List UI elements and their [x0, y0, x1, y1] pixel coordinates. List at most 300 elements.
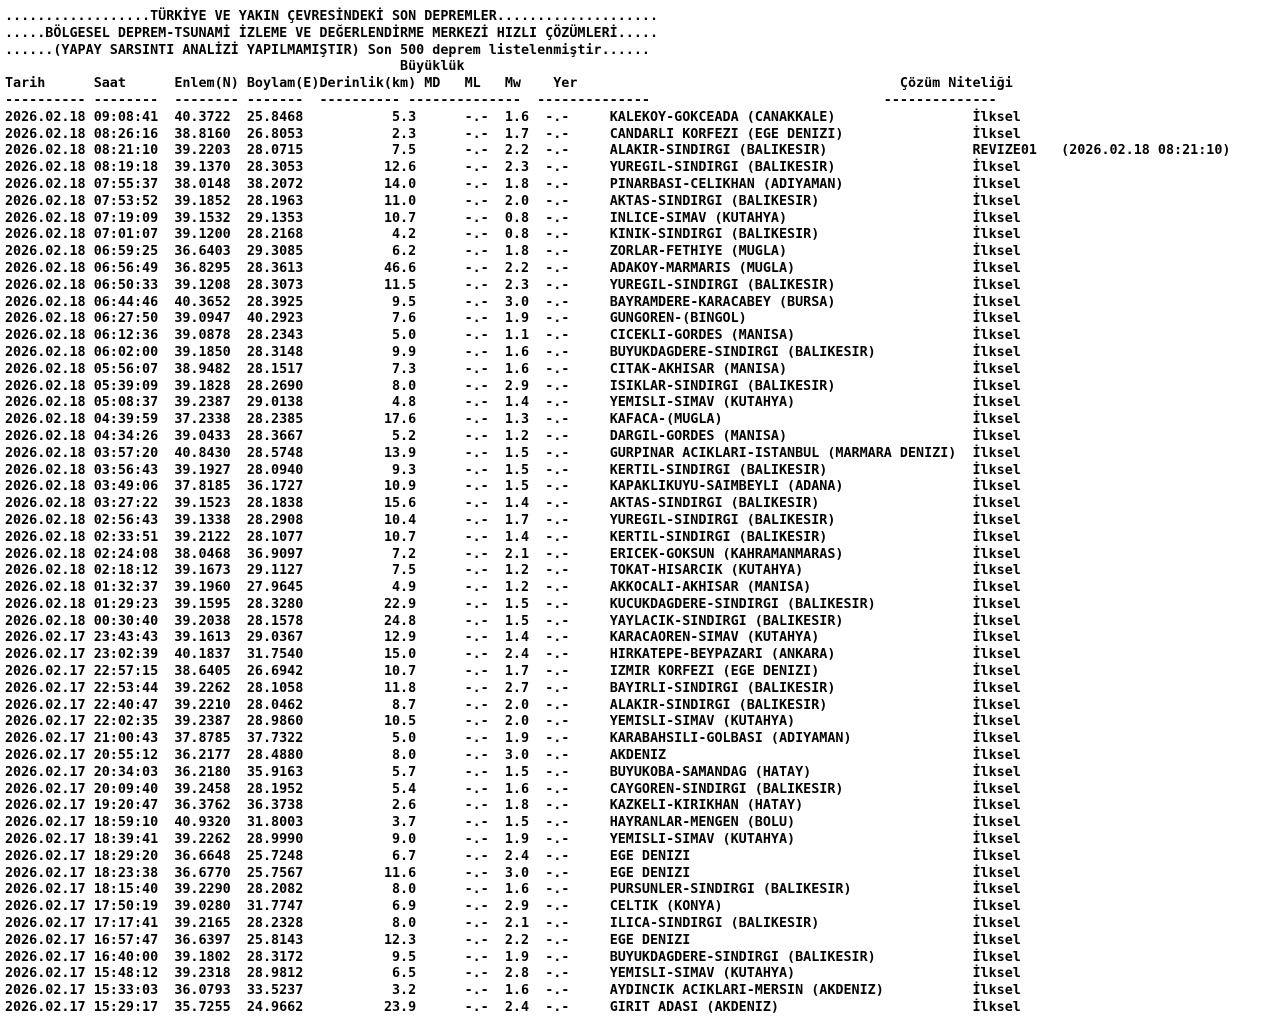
cell-depth: 6.7 [392, 848, 417, 864]
cell-ml: 2.4 [504, 848, 530, 864]
table-row [5, 950, 1021, 965]
cell-location: ILICA-SINDIRGI (BALIKESIR) [609, 916, 820, 932]
table-row [5, 110, 1021, 125]
cell-depth: 10.4 [383, 512, 417, 528]
cell-date: 2026.02.18 [5, 244, 86, 260]
cell-ml: 2.8 [504, 966, 530, 982]
cell-date: 2026.02.17 [5, 815, 86, 831]
table-row [5, 412, 1021, 427]
cell-solution: REVIZE01 (2026.02.18 08:21:10) [972, 143, 1231, 159]
cell-ml: 1.7 [504, 512, 530, 528]
cell-location: HIRKATEPE-BEYPAZARI (ANKARA) [609, 647, 836, 663]
cell-depth: 12.6 [383, 160, 417, 176]
cell-date: 2026.02.18 [5, 210, 86, 226]
cell-depth: 8.0 [392, 748, 417, 764]
cell-date: 2026.02.17 [5, 832, 86, 848]
cell-solution: İlksel [972, 865, 1021, 881]
cell-location: KALEKOY-GOKCEADA (CANAKKALE) [609, 109, 836, 125]
cell-ml: 2.9 [504, 899, 530, 915]
cell-lon: 28.1838 [246, 496, 304, 512]
cell-md: -.- [464, 899, 489, 915]
cell-lon: 37.7322 [246, 731, 304, 747]
cell-depth: 9.3 [392, 462, 417, 478]
cell-depth: 2.6 [392, 798, 417, 814]
cell-lat: 39.1850 [174, 344, 231, 360]
cell-date: 2026.02.18 [5, 462, 86, 478]
cell-location: KUCUKDAGDERE-SINDIRGI (BALIKESIR) [609, 596, 876, 612]
cell-time: 02:33:51 [93, 529, 159, 545]
cell-date: 2026.02.17 [5, 983, 86, 999]
cell-lat: 37.2338 [174, 412, 231, 428]
cell-date: 2026.02.17 [5, 630, 86, 646]
cell-ml: 1.6 [504, 983, 530, 999]
sep-depth: ---------- [319, 92, 401, 108]
cell-date: 2026.02.18 [5, 496, 86, 512]
cell-md: -.- [464, 294, 489, 310]
table-row [5, 143, 1230, 158]
cell-depth: 5.0 [392, 328, 417, 344]
table-row [5, 530, 1021, 545]
cell-ml: 2.0 [504, 697, 530, 713]
cell-lat: 39.2387 [174, 714, 231, 730]
cell-location: TOKAT-HISARCIK (KUTAHYA) [609, 563, 804, 579]
cell-time: 19:20:47 [93, 798, 159, 814]
cell-solution: İlksel [972, 613, 1021, 629]
cell-lon: 28.4880 [246, 748, 304, 764]
cell-md: -.- [464, 462, 489, 478]
cell-location: YEMISLI-SIMAV (KUTAHYA) [609, 714, 796, 730]
cell-mw: -.- [545, 210, 570, 226]
cell-depth: 11.6 [383, 865, 417, 881]
cell-date: 2026.02.18 [5, 378, 86, 394]
cell-solution: İlksel [972, 193, 1021, 209]
cell-date: 2026.02.18 [5, 126, 86, 142]
cell-depth: 3.2 [392, 983, 417, 999]
cell-md: -.- [464, 680, 489, 696]
cell-lon: 29.3085 [246, 244, 304, 260]
cell-date: 2026.02.17 [5, 865, 86, 881]
cell-lon: 38.2072 [246, 176, 304, 192]
cell-mw: -.- [545, 428, 570, 444]
cell-ml: 2.0 [504, 714, 530, 730]
cell-solution: İlksel [972, 210, 1021, 226]
cell-mw: -.- [545, 714, 570, 730]
cell-md: -.- [464, 815, 489, 831]
cell-depth: 5.3 [392, 109, 417, 125]
cell-md: -.- [464, 445, 489, 461]
cell-lat: 39.2262 [174, 680, 231, 696]
sep-time: -------- [93, 92, 159, 108]
cell-md: -.- [464, 647, 489, 663]
table-row [5, 513, 1021, 528]
cell-date: 2026.02.18 [5, 479, 86, 495]
cell-md: -.- [464, 529, 489, 545]
cell-ml: 1.9 [504, 832, 530, 848]
sep-lat: -------- [174, 92, 239, 108]
cell-ml: 2.2 [504, 260, 530, 276]
cell-lat: 39.2038 [174, 613, 231, 629]
cell-depth: 7.5 [392, 563, 417, 579]
cell-solution: İlksel [972, 714, 1021, 730]
cell-solution: İlksel [972, 664, 1021, 680]
cell-solution: İlksel [972, 882, 1021, 898]
cell-location: IZMIR KORFEZI (EGE DENIZI) [609, 664, 820, 680]
cell-solution: İlksel [972, 630, 1021, 646]
cell-lon: 36.9097 [246, 546, 304, 562]
cell-md: -.- [464, 109, 489, 125]
cell-lat: 39.2122 [174, 529, 231, 545]
cell-time: 06:50:33 [93, 277, 159, 293]
table-row [5, 664, 1021, 679]
col-depth: Derinlik(km) [319, 76, 417, 92]
earthquake-listing [5, 9, 1230, 1017]
cell-date: 2026.02.17 [5, 781, 86, 797]
cell-lat: 36.8295 [174, 260, 231, 276]
cell-time: 07:19:09 [93, 210, 159, 226]
cell-time: 20:34:03 [93, 764, 159, 780]
cell-mw: -.- [545, 126, 570, 142]
cell-date: 2026.02.18 [5, 596, 86, 612]
cell-mw: -.- [545, 294, 570, 310]
cell-date: 2026.02.18 [5, 529, 86, 545]
cell-lon: 25.7248 [246, 848, 304, 864]
cell-mw: -.- [545, 815, 570, 831]
header-note: ......(YAPAY SARSINTI ANALİZİ YAPILMAMIŞTIR) Son 500 deprem listelenmiştir...... [5, 42, 650, 58]
cell-lat: 39.2262 [174, 832, 231, 848]
cell-depth: 6.2 [392, 244, 417, 260]
cell-time: 18:23:38 [93, 865, 159, 881]
table-row [5, 395, 1021, 410]
cell-md: -.- [464, 865, 489, 881]
cell-solution: İlksel [972, 126, 1021, 142]
cell-ml: 1.6 [504, 882, 530, 898]
cell-md: -.- [464, 176, 489, 192]
cell-solution: İlksel [972, 311, 1021, 327]
cell-time: 05:39:09 [93, 378, 159, 394]
cell-ml: 2.0 [504, 193, 530, 209]
cell-lat: 39.1208 [174, 277, 231, 293]
cell-date: 2026.02.17 [5, 731, 86, 747]
cell-location: BAYRAMDERE-KARACABEY (BURSA) [609, 294, 836, 310]
cell-time: 08:19:18 [93, 160, 159, 176]
cell-location: GIRIT ADASI (AKDENIZ) [609, 1000, 779, 1016]
col-location: Yer [553, 76, 578, 92]
table-row [5, 211, 1021, 226]
cell-location: EGE DENIZI [609, 865, 691, 881]
cell-time: 01:32:37 [93, 580, 159, 596]
cell-solution: İlksel [972, 563, 1021, 579]
col-ml: ML [464, 76, 481, 92]
cell-time: 06:56:49 [93, 260, 159, 276]
cell-lon: 28.3053 [246, 160, 304, 176]
cell-date: 2026.02.17 [5, 680, 86, 696]
cell-solution: İlksel [972, 848, 1021, 864]
cell-location: GURPINAR ACIKLARI-ISTANBUL (MARMARA DENIZI) [609, 445, 957, 461]
cell-solution: İlksel [972, 798, 1021, 814]
cell-md: -.- [464, 361, 489, 377]
cell-mw: -.- [545, 529, 570, 545]
table-row [5, 446, 1021, 461]
cell-lon: 28.1963 [246, 193, 304, 209]
cell-md: -.- [464, 630, 489, 646]
cell-mw: -.- [545, 647, 570, 663]
cell-solution: İlksel [972, 294, 1021, 310]
cell-mw: -.- [545, 546, 570, 562]
cell-depth: 13.9 [383, 445, 417, 461]
cell-ml: 1.9 [504, 949, 530, 965]
cell-lat: 39.1523 [174, 496, 231, 512]
cell-time: 06:59:25 [93, 244, 159, 260]
cell-md: -.- [464, 227, 489, 243]
cell-solution: İlksel [972, 815, 1021, 831]
table-row [5, 714, 1021, 729]
cell-time: 06:27:50 [93, 311, 159, 327]
table-row [5, 261, 1021, 276]
cell-time: 18:15:40 [93, 882, 159, 898]
cell-mw: -.- [545, 580, 570, 596]
cell-location: CANDARLI KORFEZI (EGE DENIZI) [609, 126, 844, 142]
cell-time: 02:56:43 [93, 512, 159, 528]
cell-solution: İlksel [972, 277, 1021, 293]
cell-date: 2026.02.18 [5, 512, 86, 528]
cell-date: 2026.02.17 [5, 899, 86, 915]
table-row [5, 597, 1021, 612]
cell-location: KARABAHSILI-GOLBASI (ADIYAMAN) [609, 731, 852, 747]
cell-time: 00:30:40 [93, 613, 159, 629]
cell-location: YUREGIL-SINDIRGI (BALIKESIR) [609, 512, 836, 528]
col-time: Saat [93, 76, 126, 92]
cell-date: 2026.02.17 [5, 764, 86, 780]
cell-date: 2026.02.17 [5, 932, 86, 948]
cell-ml: 1.5 [504, 613, 530, 629]
cell-lat: 36.6770 [174, 865, 231, 881]
cell-depth: 11.0 [383, 193, 417, 209]
cell-lat: 39.1802 [174, 949, 231, 965]
cell-lat: 36.6648 [174, 848, 231, 864]
cell-time: 15:33:03 [93, 983, 159, 999]
cell-mw: -.- [545, 596, 570, 612]
cell-mw: -.- [545, 899, 570, 915]
cell-lat: 39.2165 [174, 916, 231, 932]
cell-location: BUYUKDAGDERE-SINDIRGI (BALIKESIR) [609, 344, 876, 360]
cell-lat: 40.1837 [174, 647, 231, 663]
cell-location: KINIK-SINDIRGI (BALIKESIR) [609, 227, 820, 243]
table-row [5, 681, 1021, 696]
cell-lon: 25.8468 [246, 109, 304, 125]
cell-solution: İlksel [972, 546, 1021, 562]
sep-mag: -------------- [408, 92, 521, 108]
cell-md: -.- [464, 983, 489, 999]
cell-time: 05:56:07 [93, 361, 159, 377]
cell-ml: 2.1 [504, 546, 530, 562]
cell-md: -.- [464, 311, 489, 327]
cell-lon: 28.9990 [246, 832, 304, 848]
cell-location: AKTAS-SINDIRGI (BALIKESIR) [609, 193, 820, 209]
cell-lat: 40.3722 [174, 109, 231, 125]
cell-date: 2026.02.18 [5, 160, 86, 176]
cell-mw: -.- [545, 277, 570, 293]
cell-mw: -.- [545, 395, 570, 411]
cell-md: -.- [464, 160, 489, 176]
cell-depth: 6.9 [392, 899, 417, 915]
table-row [5, 278, 1021, 293]
cell-time: 07:01:07 [93, 227, 159, 243]
cell-date: 2026.02.18 [5, 361, 86, 377]
cell-location: INLICE-SIMAV (KUTAHYA) [609, 210, 788, 226]
cell-md: -.- [464, 428, 489, 444]
cell-md: -.- [464, 966, 489, 982]
magnitude-group-header: Büyüklük [400, 59, 465, 75]
cell-time: 06:02:00 [93, 344, 159, 360]
cell-solution: İlksel [972, 596, 1021, 612]
cell-md: -.- [464, 512, 489, 528]
cell-date: 2026.02.17 [5, 882, 86, 898]
cell-date: 2026.02.17 [5, 848, 86, 864]
cell-solution: İlksel [972, 395, 1021, 411]
cell-depth: 12.3 [383, 932, 417, 948]
cell-depth: 12.9 [383, 630, 417, 646]
cell-ml: 2.3 [504, 160, 530, 176]
table-row [5, 866, 1021, 881]
cell-solution: İlksel [972, 227, 1021, 243]
cell-location: ERICEK-GOKSUN (KAHRAMANMARAS) [609, 546, 844, 562]
cell-time: 07:53:52 [93, 193, 159, 209]
cell-ml: 1.9 [504, 731, 530, 747]
cell-lon: 28.3667 [246, 428, 304, 444]
cell-depth: 15.6 [383, 496, 417, 512]
cell-solution: İlksel [972, 428, 1021, 444]
cell-time: 18:29:20 [93, 848, 159, 864]
cell-lat: 39.1927 [174, 462, 231, 478]
cell-date: 2026.02.17 [5, 664, 86, 680]
cell-time: 06:44:46 [93, 294, 159, 310]
cell-md: -.- [464, 126, 489, 142]
cell-lon: 25.8143 [246, 932, 304, 948]
cell-lon: 28.9812 [246, 966, 304, 982]
cell-ml: 1.8 [504, 244, 530, 260]
cell-lat: 36.2177 [174, 748, 231, 764]
cell-md: -.- [464, 193, 489, 209]
cell-ml: 2.7 [504, 680, 530, 696]
cell-lon: 28.2385 [246, 412, 304, 428]
cell-depth: 8.0 [392, 882, 417, 898]
cell-location: EGE DENIZI [609, 932, 691, 948]
cell-depth: 10.7 [383, 210, 417, 226]
cell-solution: İlksel [972, 949, 1021, 965]
cell-time: 09:08:41 [93, 109, 159, 125]
cell-lon: 24.9662 [246, 1000, 304, 1016]
cell-lon: 29.0138 [246, 395, 304, 411]
cell-lat: 38.6405 [174, 664, 231, 680]
cell-lat: 39.1673 [174, 563, 231, 579]
cell-time: 03:56:43 [93, 462, 159, 478]
cell-depth: 8.0 [392, 916, 417, 932]
cell-lon: 28.9860 [246, 714, 304, 730]
cell-location: YEMISLI-SIMAV (KUTAHYA) [609, 966, 796, 982]
cell-lat: 40.3652 [174, 294, 231, 310]
col-date: Tarih [5, 76, 46, 92]
table-row [5, 1000, 1021, 1015]
cell-mw: -.- [545, 832, 570, 848]
cell-depth: 5.0 [392, 731, 417, 747]
cell-location: KAPAKLIKUYU-SAIMBEYLI (ADANA) [609, 479, 844, 495]
cell-mw: -.- [545, 227, 570, 243]
cell-solution: İlksel [972, 244, 1021, 260]
table-row [5, 295, 1021, 310]
cell-mw: -.- [545, 848, 570, 864]
cell-md: -.- [464, 244, 489, 260]
cell-location: AYDINCIK ACIKLARI-MERSIN (AKDENIZ) [609, 983, 884, 999]
cell-depth: 14.0 [383, 176, 417, 192]
cell-md: -.- [464, 479, 489, 495]
cell-location: BUYUKDAGDERE-SINDIRGI (BALIKESIR) [609, 949, 876, 965]
cell-md: -.- [464, 764, 489, 780]
cell-depth: 2.3 [392, 126, 417, 142]
cell-mw: -.- [545, 949, 570, 965]
table-row [5, 547, 1021, 562]
table-row [5, 328, 1021, 343]
cell-depth: 5.7 [392, 764, 417, 780]
cell-ml: 1.5 [504, 479, 530, 495]
cell-md: -.- [464, 613, 489, 629]
cell-lon: 28.2343 [246, 328, 304, 344]
cell-lon: 28.0462 [246, 697, 304, 713]
cell-mw: -.- [545, 664, 570, 680]
cell-md: -.- [464, 932, 489, 948]
cell-lon: 25.7567 [246, 865, 304, 881]
cell-depth: 5.2 [392, 428, 417, 444]
cell-md: -.- [464, 781, 489, 797]
cell-lat: 39.2387 [174, 395, 231, 411]
cell-time: 07:55:37 [93, 176, 159, 192]
cell-mw: -.- [545, 630, 570, 646]
cell-ml: 1.6 [504, 361, 530, 377]
cell-location: YUREGIL-SINDIRGI (BALIKESIR) [609, 160, 836, 176]
cell-location: YAYLACIK-SINDIRGI (BALIKESIR) [609, 613, 844, 629]
table-row [5, 194, 1021, 209]
cell-ml: 2.2 [504, 932, 530, 948]
cell-depth: 6.5 [392, 966, 417, 982]
cell-time: 03:27:22 [93, 496, 159, 512]
cell-ml: 2.2 [504, 143, 530, 159]
cell-lat: 39.1960 [174, 580, 231, 596]
cell-lon: 29.1127 [246, 563, 304, 579]
cell-time: 18:39:41 [93, 832, 159, 848]
cell-solution: İlksel [972, 966, 1021, 982]
cell-ml: 1.5 [504, 462, 530, 478]
cell-solution: İlksel [972, 916, 1021, 932]
cell-lat: 39.2458 [174, 781, 231, 797]
cell-lat: 39.1370 [174, 160, 231, 176]
cell-ml: 1.6 [504, 781, 530, 797]
cell-md: -.- [464, 949, 489, 965]
cell-lon: 28.0940 [246, 462, 304, 478]
cell-date: 2026.02.17 [5, 647, 86, 663]
cell-location: DARGIL-GORDES (MANISA) [609, 428, 788, 444]
cell-mw: -.- [545, 109, 570, 125]
cell-location: AKKOCALI-AKHISAR (MANISA) [609, 580, 812, 596]
table-row [5, 345, 1021, 360]
cell-time: 02:24:08 [93, 546, 159, 562]
sep-solution: -------------- [883, 92, 997, 108]
cell-location: ISIKLAR-SINDIRGI (BALIKESIR) [609, 378, 836, 394]
cell-date: 2026.02.18 [5, 227, 86, 243]
cell-ml: 2.3 [504, 277, 530, 293]
cell-md: -.- [464, 664, 489, 680]
cell-lat: 39.1338 [174, 512, 231, 528]
cell-time: 22:02:35 [93, 714, 159, 730]
cell-mw: -.- [545, 882, 570, 898]
